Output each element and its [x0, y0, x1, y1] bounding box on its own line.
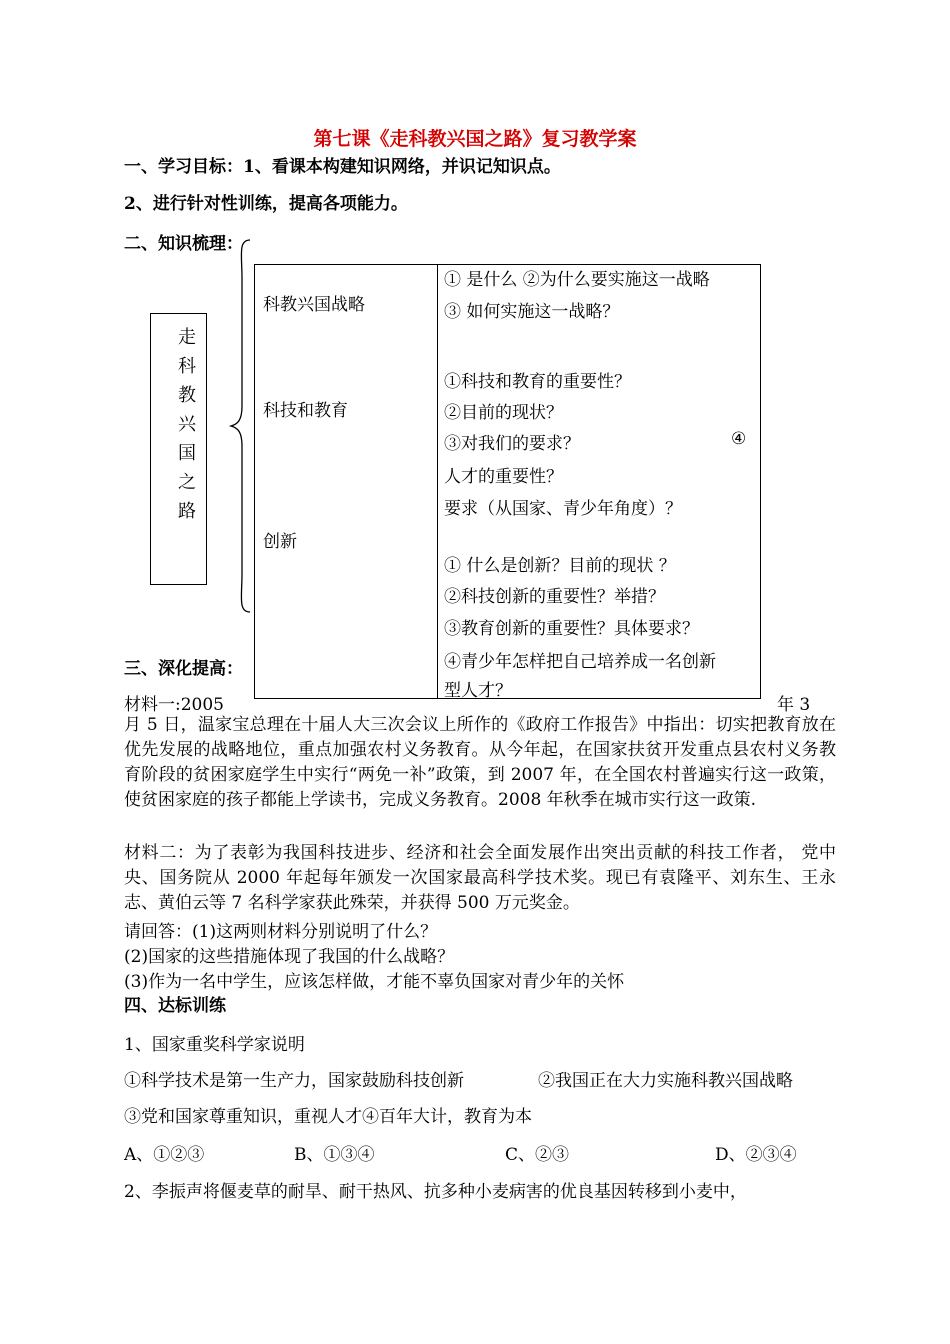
material-two: 材料二：为了表彰为我国科技进步、经济和社会全面发展作出突出贡献的科技工作者， 党中央、国务院从 2000 年起每年颁发一次国家最高科学技术奖。现已有袁隆平、刘东生、王永志、黄伯云等 7 名科学家获此殊荣，并获得 500 万元奖金。: [124, 843, 836, 913]
vertical-title-char: 之: [178, 472, 196, 493]
topic-innovation-q1: ① 什么是创新？目前的现状 ？: [444, 556, 676, 576]
practice-q2: 2、李振声将偃麦草的耐旱、耐干热风、抗多种小麦病害的优良基因转移到小麦中，: [124, 1182, 747, 1202]
topic-sci-edu-q3: ③对我们的要求？: [444, 434, 580, 454]
learning-goals-line2: 2、进行针对性训练，提高各项能力。: [124, 194, 408, 214]
topic-innovation-label: 创新: [263, 532, 297, 552]
topic-sci-edu-q5: 要求（从国家、青少年角度）？: [444, 499, 682, 519]
topic-sci-edu-q4: 人才的重要性？: [444, 467, 563, 487]
topic-sci-edu-q1: ①科技和教育的重要性？: [444, 372, 631, 392]
material-one-year: 年 3: [777, 695, 811, 715]
material-one-start: 材料一:2005: [124, 695, 224, 715]
vertical-title-char: 国: [178, 443, 196, 464]
topic-innovation-q4: ④青少年怎样把自己培养成一名创新: [444, 652, 716, 672]
topic-sci-edu-q3b: ④: [731, 429, 747, 449]
deepen-heading: 三、深化提高：: [124, 659, 243, 679]
topic-strategy-label: 科教兴国战略: [263, 295, 365, 315]
topic-innovation-q3: ③教育创新的重要性？具体要求？: [444, 619, 699, 639]
practice-heading: 四、达标训练: [124, 996, 226, 1016]
question-1: 请回答：(1)这两则材料分别说明了什么？: [124, 922, 438, 942]
table-divider: [437, 264, 438, 699]
vertical-title-char: 路: [178, 501, 196, 522]
curly-brace: [228, 238, 254, 614]
practice-q1-option-c: ③党和国家尊重知识，重视人才④百年大计，教育为本: [124, 1107, 532, 1127]
practice-q1: 1、国家重奖科学家说明: [124, 1035, 305, 1055]
material-one-body: 月 5 日，温家宝总理在十届人大三次会议上所作的《政府工作报告》中指出：切实把教育放在优先发展的战略地位，重点加强农村义务教育。从今年起，在国家扶贫开发重点县农村义务教育阶段的贫困家庭学生中实行“两免一补”政策，到 2007 年，在全国农村普遍实行这一政策，使贫困家庭的孩子都能上学读书，完成义务教育。2008 年秋季在城市实行这一政策.: [124, 715, 836, 810]
vertical-title-char: 教: [178, 385, 196, 406]
choice-c: C、②③: [505, 1145, 570, 1165]
learning-goals-line1: 一、学习目标：1、看课本构建知识网络，并识记知识点。: [124, 157, 561, 177]
topic-strategy-q2: ③ 如何实施这一战略？: [444, 302, 620, 322]
knowledge-heading: 二、知识梳理：: [124, 234, 243, 254]
choice-b: B、①③④: [294, 1145, 375, 1165]
vertical-title-char: 科: [178, 356, 196, 377]
choice-d: D、②③④: [715, 1145, 797, 1165]
vertical-title-char: 走: [178, 327, 196, 348]
practice-q1-option-a: ①科学技术是第一生产力，国家鼓励科技创新: [124, 1071, 464, 1091]
page-title: 第七课《走科教兴国之路》复习教学案: [313, 128, 637, 150]
vertical-title-char: 兴: [178, 414, 196, 435]
choice-a: A、①②③: [124, 1145, 205, 1165]
question-2: (2)国家的这些措施体现了我国的什么战略？: [124, 947, 455, 967]
topic-sci-edu-label: 科技和教育: [263, 401, 348, 421]
question-3: (3)作为一名中学生，应该怎样做，才能不辜负国家对青少年的关怀: [124, 972, 625, 992]
practice-q1-option-b: ②我国正在大力实施科教兴国战略: [538, 1071, 793, 1091]
topic-strategy-q1: ① 是什么 ②为什么要实施这一战略: [444, 270, 710, 290]
topic-sci-edu-q2: ②目前的现状？: [444, 403, 563, 423]
topic-innovation-q5: 型人才？: [444, 681, 512, 701]
topic-innovation-q2: ②科技创新的重要性？举措？: [444, 587, 665, 607]
